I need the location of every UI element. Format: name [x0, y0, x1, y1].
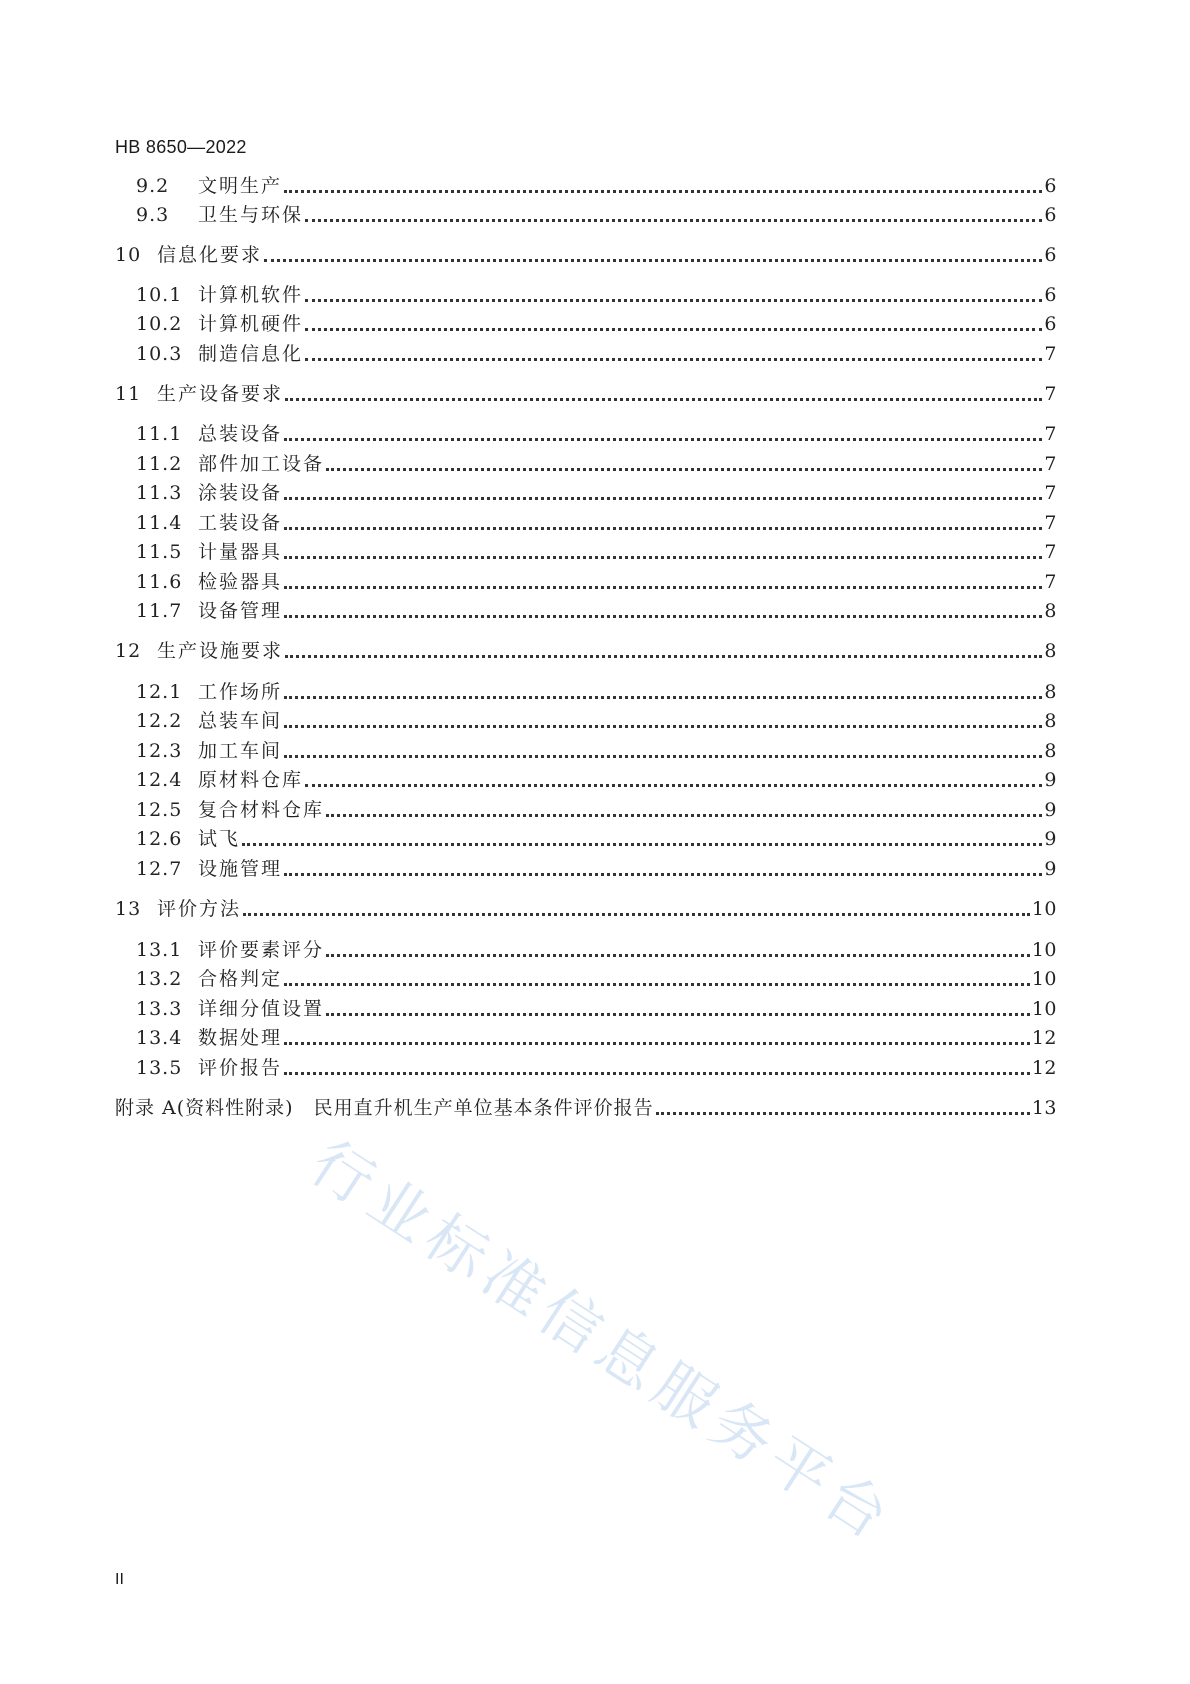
watermark: 行业标准信息服务平台 — [298, 1127, 907, 1557]
toc-entry[interactable] — [115, 242, 1057, 268]
toc-entry-title: 生产设备要求 — [157, 383, 284, 405]
toc-dot-leader — [326, 938, 1030, 957]
toc-dot-leader — [285, 639, 1042, 658]
toc-entry-page: 7 — [1044, 423, 1057, 445]
toc-entry[interactable] — [115, 638, 1057, 664]
toc-dot-leader — [284, 511, 1042, 530]
toc-dot-leader — [284, 680, 1042, 699]
toc-entry-number: 13.1 — [136, 939, 183, 961]
toc-entry-title: 计量器具 — [198, 541, 283, 563]
toc-dot-leader — [284, 709, 1042, 728]
toc-dot-leader — [656, 1096, 1030, 1115]
toc-entry[interactable] — [136, 679, 1057, 705]
toc-entry-number: 10.3 — [136, 343, 183, 365]
toc-entry-title: 附录 A(资料性附录) 民用直升机生产单位基本条件评价报告 — [115, 1097, 654, 1119]
toc-dot-leader — [284, 599, 1042, 618]
toc-entry-number: 9.2 — [136, 175, 170, 197]
toc-entry-title: 设施管理 — [198, 858, 283, 880]
toc-entry-number: 11.4 — [136, 512, 183, 534]
toc-entry-title: 总装设备 — [198, 423, 283, 445]
toc-entry-page: 7 — [1044, 571, 1057, 593]
toc-entry-page: 7 — [1044, 512, 1057, 534]
toc-entry[interactable] — [136, 510, 1057, 536]
toc-dot-leader — [284, 1056, 1030, 1075]
toc-entry-title: 计算机软件 — [198, 284, 304, 306]
toc-entry-page: 9 — [1044, 828, 1057, 850]
toc-entry-title: 合格判定 — [198, 968, 283, 990]
toc-entry[interactable] — [136, 826, 1057, 852]
toc-entry-title: 信息化要求 — [157, 244, 263, 266]
toc-entry-page: 10 — [1031, 898, 1057, 920]
toc-entry[interactable] — [136, 767, 1057, 793]
toc-dot-leader — [264, 243, 1042, 262]
toc-entry-page: 7 — [1044, 482, 1057, 504]
toc-dot-leader — [242, 827, 1042, 846]
toc-entry-page: 10 — [1031, 968, 1057, 990]
toc-dot-leader — [284, 739, 1042, 758]
toc-entry-page: 10 — [1031, 939, 1057, 961]
toc-dot-leader — [284, 857, 1042, 876]
toc-entry-number: 12.5 — [136, 799, 183, 821]
toc-entry-number: 13.5 — [136, 1057, 183, 1079]
toc-entry-title: 工作场所 — [198, 681, 283, 703]
toc-entry-number: 11.7 — [136, 600, 183, 622]
toc-entry-title: 设备管理 — [198, 600, 283, 622]
toc-dot-leader — [284, 967, 1030, 986]
toc-entry[interactable] — [136, 1025, 1057, 1051]
toc-entry-number: 12.3 — [136, 740, 183, 762]
toc-entry[interactable] — [136, 341, 1057, 367]
toc-entry-title: 工装设备 — [198, 512, 283, 534]
page-number: II — [115, 1571, 124, 1588]
toc-entry-page: 9 — [1044, 858, 1057, 880]
toc-entry-title: 数据处理 — [198, 1027, 283, 1049]
toc-entry-title: 涂装设备 — [198, 482, 283, 504]
toc-entry-number: 11.6 — [136, 571, 183, 593]
toc-dot-leader — [285, 382, 1042, 401]
toc-entry-page: 12 — [1031, 1057, 1057, 1079]
toc-entry[interactable] — [136, 598, 1057, 624]
toc-entry-page: 8 — [1044, 640, 1057, 662]
toc-dot-leader — [243, 897, 1030, 916]
toc-entry-page: 13 — [1031, 1097, 1057, 1119]
toc-dot-leader — [305, 768, 1042, 787]
toc-entry[interactable] — [136, 708, 1057, 734]
toc-entry[interactable] — [136, 480, 1057, 506]
toc-entry-title: 计算机硬件 — [198, 313, 304, 335]
toc-dot-leader — [326, 997, 1030, 1016]
toc-dot-leader — [284, 481, 1042, 500]
toc-entry[interactable] — [136, 937, 1057, 963]
toc-entry-page: 7 — [1044, 343, 1057, 365]
document-code: HB 8650—2022 — [115, 137, 247, 157]
toc-entry[interactable] — [136, 421, 1057, 447]
toc-entry[interactable] — [136, 451, 1057, 477]
toc-dot-leader — [305, 203, 1042, 222]
toc-entry-title: 检验器具 — [198, 571, 283, 593]
toc-entry-number: 12.1 — [136, 681, 183, 703]
toc-entry[interactable] — [136, 797, 1057, 823]
toc-entry-number: 13.2 — [136, 968, 183, 990]
toc-entry-page: 8 — [1044, 740, 1057, 762]
toc-dot-leader — [284, 570, 1042, 589]
toc-entry-page: 10 — [1031, 998, 1057, 1020]
toc-entry-page: 6 — [1044, 204, 1057, 226]
toc-entry-page: 6 — [1044, 313, 1057, 335]
toc-entry-title: 部件加工设备 — [198, 453, 325, 475]
toc-dot-leader — [305, 312, 1042, 331]
toc-entry-title: 复合材料仓库 — [198, 799, 325, 821]
toc-entry-number: 12.4 — [136, 769, 183, 791]
toc-entry-page: 8 — [1044, 710, 1057, 732]
toc-entry-title: 原材料仓库 — [198, 769, 304, 791]
toc-entry-number: 9.3 — [136, 204, 170, 226]
toc-entry-number: 12.2 — [136, 710, 183, 732]
toc-dot-leader — [305, 283, 1042, 302]
toc-dot-leader — [284, 1026, 1030, 1045]
toc-entry-number: 13.3 — [136, 998, 183, 1020]
toc-entry-title: 评价要素评分 — [198, 939, 325, 961]
toc-entry-number: 11.3 — [136, 482, 183, 504]
toc-entry-number: 13 — [115, 898, 142, 920]
toc-entry[interactable] — [136, 569, 1057, 595]
toc-entry-number: 12 — [115, 640, 142, 662]
toc-entry-page: 6 — [1044, 284, 1057, 306]
toc-entry-title: 加工车间 — [198, 740, 283, 762]
toc-entry[interactable] — [136, 966, 1057, 992]
toc-entry-number: 11.2 — [136, 453, 183, 475]
toc-entry-page: 7 — [1044, 453, 1057, 475]
toc-entry-title: 文明生产 — [198, 175, 283, 197]
toc-entry-number: 10.1 — [136, 284, 183, 306]
toc-dot-leader — [305, 342, 1042, 361]
toc-entry-page: 9 — [1044, 769, 1057, 791]
toc-entry-number: 13.4 — [136, 1027, 183, 1049]
toc-entry[interactable] — [136, 1055, 1057, 1081]
toc-entry-title: 评价方法 — [157, 898, 242, 920]
toc-entry-page: 12 — [1031, 1027, 1057, 1049]
toc-entry[interactable] — [115, 381, 1057, 407]
toc-entry-page: 7 — [1044, 383, 1057, 405]
toc-dot-leader — [326, 798, 1042, 817]
toc-dot-leader — [284, 174, 1042, 193]
toc-entry[interactable] — [136, 539, 1057, 565]
toc-entry-page: 6 — [1044, 244, 1057, 266]
toc-entry[interactable] — [136, 311, 1057, 337]
toc-entry-number: 12.7 — [136, 858, 183, 880]
toc-entry[interactable] — [136, 856, 1057, 882]
toc-entry-page: 6 — [1044, 175, 1057, 197]
toc-entry-number: 10 — [115, 244, 142, 266]
toc-dot-leader — [284, 540, 1042, 559]
toc-entry-number: 12.6 — [136, 828, 183, 850]
toc-entry[interactable] — [136, 173, 1057, 199]
toc-entry-page: 9 — [1044, 799, 1057, 821]
toc-dot-leader — [326, 452, 1042, 471]
toc-appendix-entry[interactable] — [115, 1095, 1057, 1121]
toc-entry-title: 总装车间 — [198, 710, 283, 732]
toc-entry-number: 10.2 — [136, 313, 183, 335]
toc-entry-page: 7 — [1044, 541, 1057, 563]
toc-dot-leader — [284, 422, 1042, 441]
toc-entry-number: 11.1 — [136, 423, 183, 445]
toc-entry-title: 详细分值设置 — [198, 998, 325, 1020]
toc-entry[interactable] — [136, 282, 1057, 308]
toc-entry[interactable] — [136, 202, 1057, 228]
toc-entry-page: 8 — [1044, 681, 1057, 703]
toc-entry-number: 11 — [115, 383, 142, 405]
toc-entry-title: 评价报告 — [198, 1057, 283, 1079]
toc-entry[interactable] — [136, 996, 1057, 1022]
toc-entry[interactable] — [115, 896, 1057, 922]
toc-entry[interactable] — [136, 738, 1057, 764]
toc-entry-title: 试飞 — [198, 828, 241, 850]
toc-entry-title: 卫生与环保 — [198, 204, 304, 226]
toc-entry-title: 生产设施要求 — [157, 640, 284, 662]
toc-entry-number: 11.5 — [136, 541, 183, 563]
toc-entry-title: 制造信息化 — [198, 343, 304, 365]
toc-entry-page: 8 — [1044, 600, 1057, 622]
